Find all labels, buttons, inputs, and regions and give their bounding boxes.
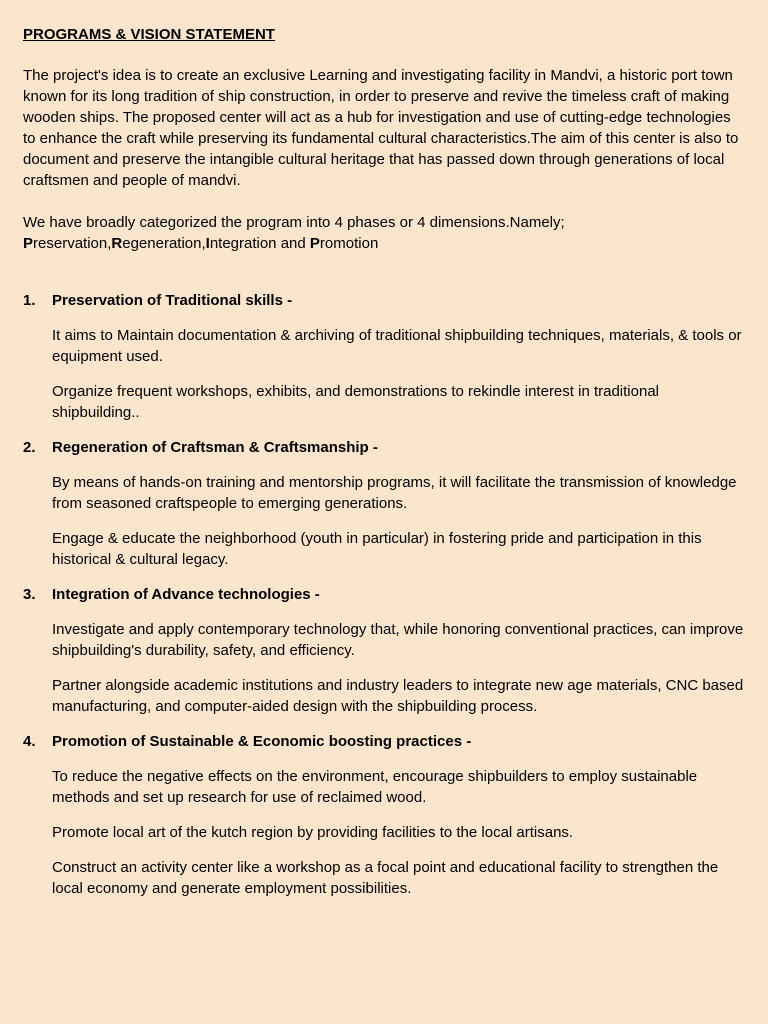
- item-heading: [23, 290, 746, 311]
- item-heading: [23, 584, 746, 605]
- item-heading-text: Integration of Advance technologies -: [52, 586, 320, 603]
- program-list: [23, 290, 746, 899]
- item-paragraph: Partner alongside academic institutions and industry leaders to integrate new age materials, CNC based manufacturing, and computer-aided design with the shipbuilding process.: [52, 677, 744, 715]
- item-paragraph: Construct an activity center like a workshop as a focal point and educational facility to strengthen the local economy and generate employment possibilities.: [52, 859, 719, 897]
- item-number: 4.: [23, 733, 36, 750]
- item-paragraph: Engage & educate the neighborhood (youth in particular) in fostering pride and participation in this historical & cultural legacy.: [52, 530, 702, 568]
- phase-integration: Integration and: [205, 235, 310, 252]
- document-title: PROGRAMS & VISION STATEMENT: [23, 26, 275, 43]
- phases-line: [23, 235, 378, 252]
- categories-paragraph: [23, 212, 746, 254]
- item-number: 3.: [23, 586, 36, 603]
- list-item: [23, 437, 746, 570]
- item-number: 1.: [23, 292, 36, 309]
- phase-promotion: Promotion: [309, 235, 379, 252]
- item-body: [52, 325, 746, 423]
- item-paragraph: Promote local art of the kutch region by providing facilities to the local artisans.: [52, 824, 574, 841]
- item-body: [52, 619, 746, 717]
- item-paragraph: It aims to Maintain documentation & archiving of traditional shipbuilding techniques, materials, & tools or equipment used.: [52, 327, 742, 365]
- list-item: [23, 290, 746, 423]
- item-body: [52, 766, 746, 899]
- item-heading-text: Preservation of Traditional skills -: [52, 292, 293, 309]
- item-heading-text: Regeneration of Craftsman & Craftsmanship -: [52, 439, 378, 456]
- item-paragraph: To reduce the negative effects on the environment, encourage shipbuilders to employ sustainable methods and set up research for use of reclaimed wood.: [52, 768, 698, 806]
- item-heading: [23, 437, 746, 458]
- list-item: [23, 731, 746, 899]
- list-item: [23, 584, 746, 717]
- item-body: [52, 472, 746, 570]
- item-heading-text: Promotion of Sustainable & Economic boosting practices -: [52, 733, 472, 750]
- item-paragraph: Organize frequent workshops, exhibits, and demonstrations to rekindle interest in traditional shipbuilding..: [52, 383, 659, 421]
- phase-preservation: Preservation,: [23, 235, 112, 252]
- item-number: 2.: [23, 439, 36, 456]
- item-heading: [23, 731, 746, 752]
- intro-paragraph: The project's idea is to create an exclusive Learning and investigating facility in Mandvi, a historic port town known for its long tradition of ship construction, in order to preserve and revive the timeless craft of making wooden ships. The proposed center will act as a hub for investigation and use of cutting-edge technologies to enhance the craft while preserving its fundamental cultural characteristics.The aim of this center is also to document and preserve the intangible cultural heritage that has passed down through generations of local craftsmen and people of mandvi.: [23, 67, 739, 189]
- categories-intro: We have broadly categorized the program into 4 phases or 4 dimensions.Namely;: [23, 214, 565, 231]
- item-paragraph: By means of hands-on training and mentorship programs, it will facilitate the transmission of knowledge from seasoned craftspeople to emerging generations.: [52, 474, 737, 512]
- item-paragraph: Investigate and apply contemporary technology that, while honoring conventional practices, can improve shipbuilding's durability, safety, and efficiency.: [52, 621, 744, 659]
- phase-regeneration: Regeneration,: [111, 235, 206, 252]
